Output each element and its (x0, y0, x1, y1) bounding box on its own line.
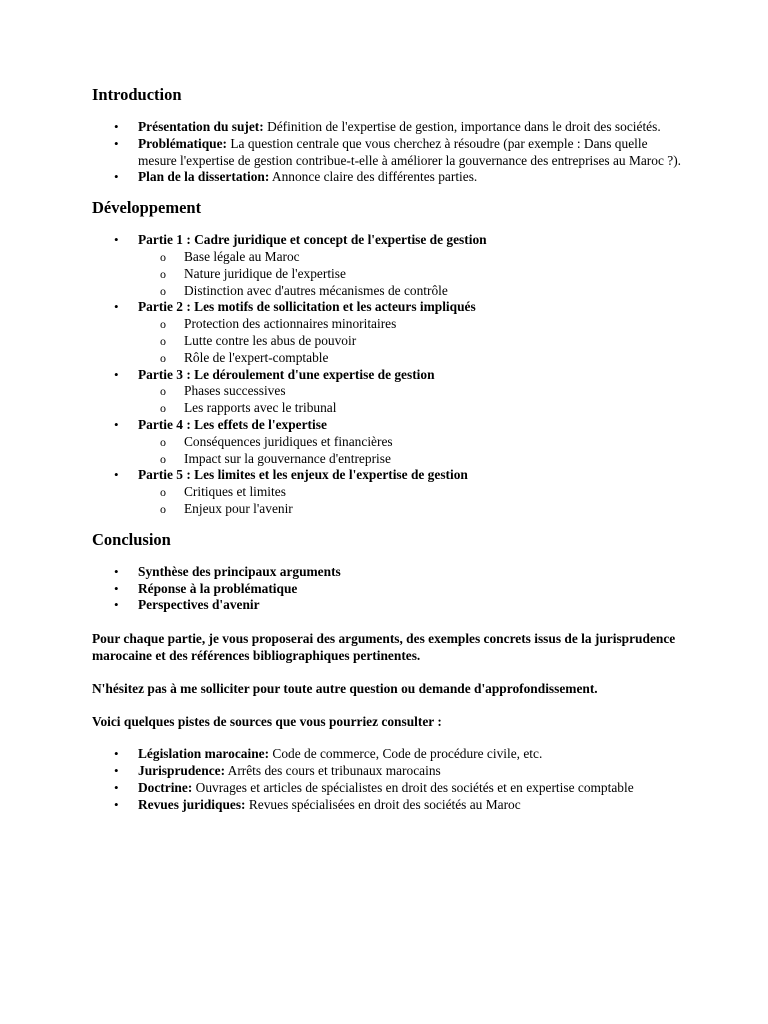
sub-item: o Base légale au Maroc (138, 249, 682, 266)
part-item (92, 417, 682, 467)
sources-list (92, 746, 682, 813)
list-item (92, 780, 682, 797)
part-item (92, 367, 682, 417)
item-label: Réponse à la problématique (138, 580, 298, 596)
part-item (92, 299, 682, 366)
sub-list (138, 434, 682, 468)
sub-item: o Nature juridique de l'expertise (138, 266, 682, 283)
part-item (92, 467, 682, 517)
item-label: Doctrine: (138, 779, 193, 795)
part-title: Partie 5 : Les limites et les enjeux de l'expertise de gestion (138, 467, 468, 483)
sub-item: o Phases successives (138, 383, 682, 400)
sub-list (138, 249, 682, 299)
list-item (92, 169, 682, 186)
item-label: Présentation du sujet: (138, 119, 264, 134)
sub-item: o Lutte contre les abus de pouvoir (138, 333, 682, 350)
list-item (92, 581, 682, 598)
list-item (92, 763, 682, 780)
list-item (92, 564, 682, 581)
conclusion-list (92, 564, 682, 614)
sub-list (138, 383, 682, 417)
introduction-heading: Introduction (92, 85, 182, 104)
document-page (92, 84, 682, 814)
item-text: Revues spécialisées en droit des sociétés au Maroc (245, 796, 521, 812)
item-label: Revues juridiques: (138, 796, 246, 812)
list-item (92, 597, 682, 614)
sub-item: o Conséquences juridiques et financières (138, 434, 682, 451)
item-label: Synthèse des principaux arguments (138, 563, 341, 579)
part-item (92, 232, 682, 299)
sub-item: o Enjeux pour l'avenir (138, 501, 682, 518)
item-text: Ouvrages et articles de spécialistes en droit des sociétés et en expertise comptable (192, 779, 634, 795)
part-title: Partie 1 : Cadre juridique et concept de l'expertise de gestion (138, 232, 487, 248)
paragraph-contact: N'hésitez pas à me solliciter pour toute autre question ou demande d'approfondissement. (92, 680, 598, 696)
sub-item: o Impact sur la gouvernance d'entreprise (138, 451, 682, 468)
paragraph-sources-intro: Voici quelques pistes de sources que vous pourriez consulter : (92, 713, 442, 729)
list-item (92, 746, 682, 763)
item-label: Législation marocaine: (138, 746, 270, 762)
item-label: Problématique: (138, 135, 228, 151)
item-label: Plan de la dissertation: (138, 169, 270, 185)
part-title: Partie 4 : Les effets de l'expertise (138, 416, 327, 432)
item-text: La question centrale que vous cherchez à résoudre (par exemple : Dans quelle mesure l'expertise de gestion contribue-t-elle à améliorer la gouvernance des entreprises au Maroc ?). (138, 135, 682, 168)
list-item (92, 119, 682, 136)
sub-list (138, 484, 682, 518)
introduction-list (92, 119, 682, 186)
developpement-heading: Développement (92, 198, 202, 218)
sub-item: o Les rapports avec le tribunal (138, 400, 682, 417)
sub-list (138, 316, 682, 366)
part-title: Partie 2 : Les motifs de sollicitation et les acteurs impliqués (138, 299, 476, 315)
part-title: Partie 3 : Le déroulement d'une expertise de gestion (138, 366, 435, 382)
item-text: Annonce claire des différentes parties. (269, 169, 478, 185)
item-text: Arrêts des cours et tribunaux marocains (225, 763, 441, 779)
list-item (92, 797, 682, 814)
sub-item: o Protection des actionnaires minoritaires (138, 316, 682, 333)
item-label: Perspectives d'avenir (138, 597, 260, 613)
sub-item: o Rôle de l'expert-comptable (138, 350, 682, 367)
item-text: Code de commerce, Code de procédure civile, etc. (269, 746, 543, 762)
sub-item: o Distinction avec d'autres mécanismes de contrôle (138, 283, 682, 300)
list-item (92, 136, 682, 170)
developpement-list (92, 232, 682, 518)
item-text: Définition de l'expertise de gestion, importance dans le droit des sociétés. (263, 119, 661, 134)
sub-item: o Critiques et limites (138, 484, 682, 501)
paragraph-arguments: Pour chaque partie, je vous proposerai des arguments, des exemples concrets issus de la jurisprudence marocaine et des références bibliographiques pertinentes. (92, 631, 676, 663)
item-label: Jurisprudence: (138, 763, 226, 779)
conclusion-heading: Conclusion (92, 529, 171, 549)
